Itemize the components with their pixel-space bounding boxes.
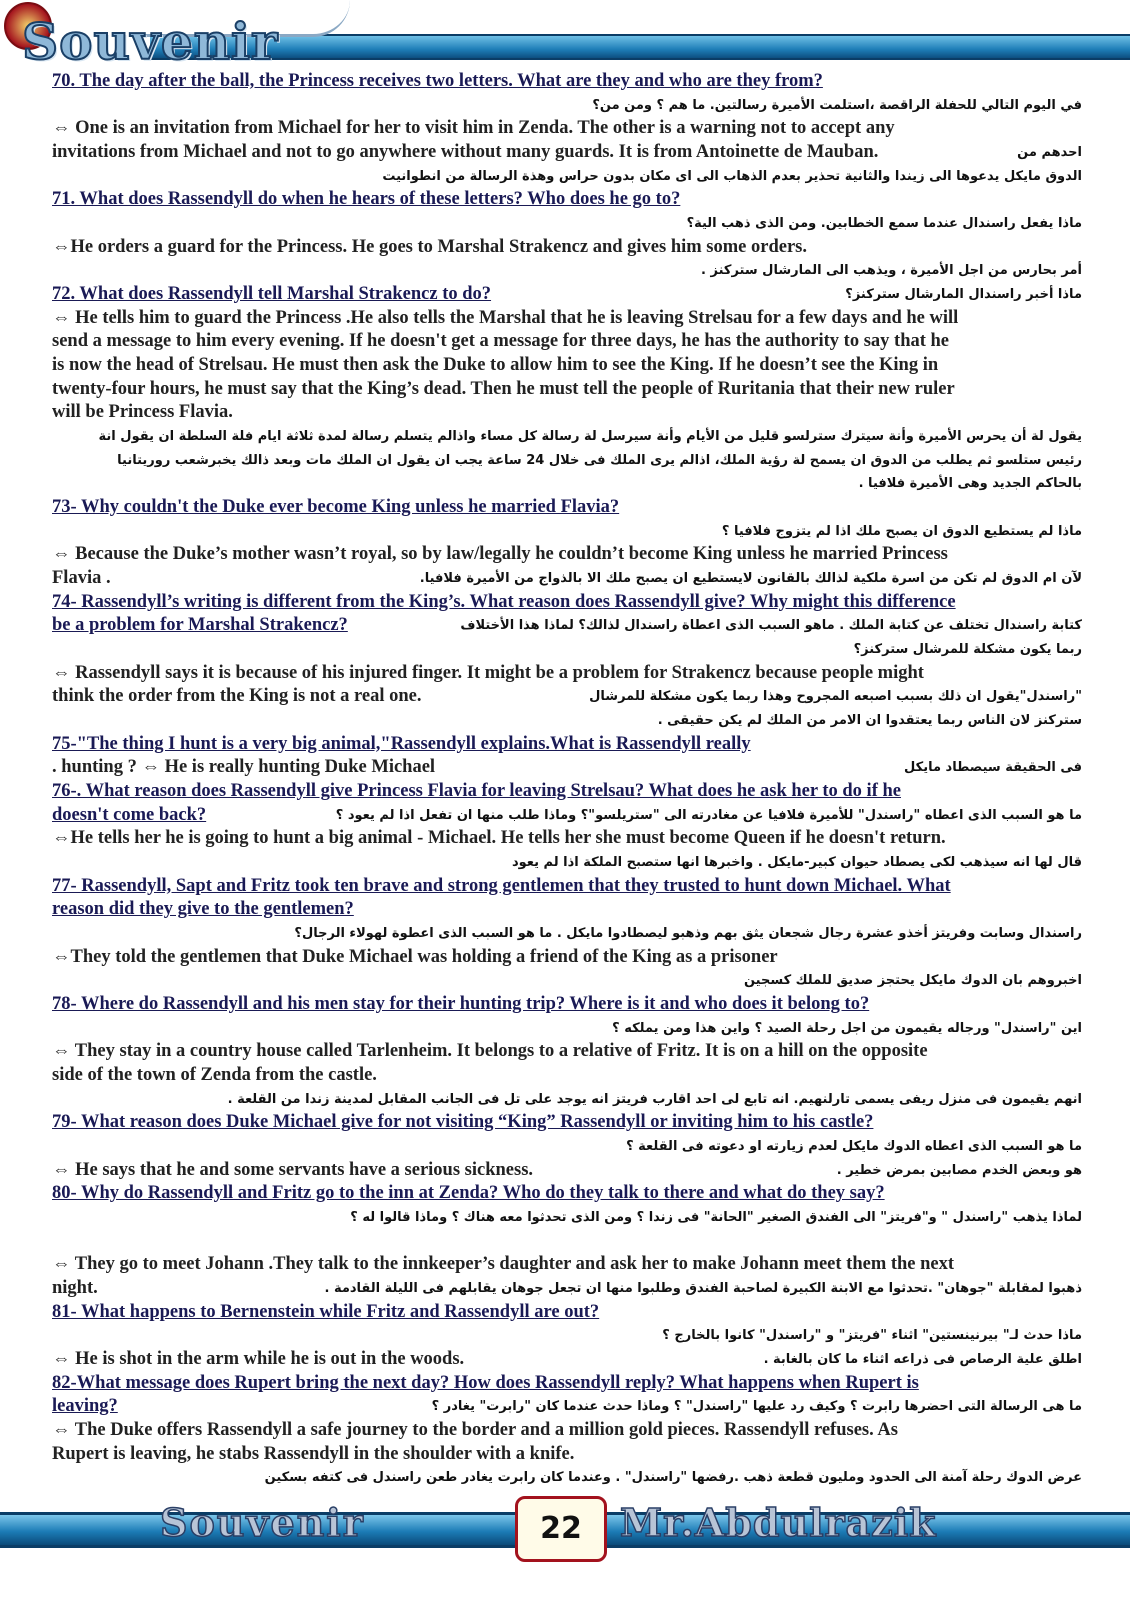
arabic-translation-line: اين "راسندل" ورجاله يقيمون من اجل رحلة الصيد ؟ واين هذا ومن يملكه ؟ bbox=[612, 1020, 1082, 1036]
arabic-inline-translation: ماذا أخبر راسندال المارشال ستركنز؟ bbox=[845, 287, 1082, 302]
question-text: be a problem for Marshal Strakencz? bbox=[52, 615, 348, 636]
answer-line bbox=[52, 685, 1082, 709]
answer-text: ⇔ Because the Duke’s mother wasn’t royal, so by law/legally he couldn’t become King unless he married Princess bbox=[52, 544, 948, 565]
question-line bbox=[52, 993, 1082, 1017]
arabic-inline-translation: كتابة راسندال تختلف عن كتابة الملك . ماهو السبب الذى اعطاة راسندال لذالك؟ لماذا هذا الأختلاف bbox=[460, 618, 1082, 634]
arabic-translation-line: ماذا يفعل راسندال عندما سمع الخطابين. ومن الذى ذهب الية؟ bbox=[686, 216, 1082, 231]
answer-text: ⇔ He says that he and some servants have a serious sickness. bbox=[52, 1159, 534, 1180]
arabic-translation-line: عرض الدوك رحلة آمنة الى الحدود ومليون قطعة ذهب .رفضها "راسندل" . وعندما كان رابرت يغادر طعن راسندل فى كتفه بسكين bbox=[264, 1470, 1082, 1486]
arabic-translation-line: لماذا يذهب "راسندل " و"فريتز" الى الفندق الصغير "الحانة" فى زندا ؟ ومن الذى تحدثوا معه هناك ؟ وماذا قالوا له ؟ bbox=[350, 1210, 1082, 1225]
answer-text: twenty-four hours, he must say that the King’s dead. Then he must tell the people of Ruritania that their new ruler bbox=[52, 378, 955, 399]
answer-text: ⇔ They stay in a country house called Tarlenheim. It belongs to a relative of Fritz. It is on a hill on the opposite bbox=[52, 1041, 928, 1062]
answer-text: ⇔He tells her he is going to hunt a big animal - Michael. He tells her she must become Queen if he doesn't return. bbox=[52, 828, 946, 849]
answer-text: Flavia . bbox=[52, 568, 111, 588]
question-text: 78- Where do Rassendyll and his men stay for their hunting trip? Where is it and who does it belong to? bbox=[52, 994, 870, 1014]
footer-logo: Souvenir bbox=[160, 1500, 365, 1545]
answer-line bbox=[52, 141, 1082, 165]
arabic-translation-line: يقول لة أن يحرس الأميرة وأنة سيترك سترلسو قليل من الأيام وأنة سيرسل لة رسالة كل مساء واذالم يتسلم رسالة لمدة ثلاثة ايام فلة السلطة ان يقول انة bbox=[98, 429, 1082, 444]
question-line bbox=[52, 614, 1082, 638]
answer-line bbox=[52, 354, 1082, 378]
question-line bbox=[52, 1301, 1082, 1325]
answer-line bbox=[52, 378, 1082, 402]
question-line bbox=[52, 188, 1082, 212]
question-line bbox=[52, 591, 1082, 615]
footer-author: Mr.Abdulrazik bbox=[620, 1500, 937, 1545]
question-line bbox=[52, 1182, 1082, 1206]
answer-line bbox=[52, 330, 1082, 354]
answer-text: ⇔They told the gentlemen that Duke Michael was holding a friend of the King as a prisoner bbox=[52, 946, 778, 967]
arabic-inline-translation: اطلق علية الرصاص فى ذراعه اثناء ما كان بالغابة . bbox=[763, 1352, 1082, 1367]
question-text: reason did they give to the gentlemen? bbox=[52, 899, 354, 920]
answer-line bbox=[52, 1443, 1082, 1467]
answer-text: ⇔ One is an invitation from Michael for her to visit him in Zenda. The other is a warning not to accept any bbox=[52, 118, 895, 139]
arabic-translation-line: بالحاكم الجديد وهى الأميرة فلافيا . bbox=[858, 476, 1082, 492]
answer-text: night. bbox=[52, 1278, 98, 1298]
answer-line bbox=[52, 117, 1082, 141]
question-text: 79- What reason does Duke Michael give for not visiting “King” Rassendyll or inviting him to his castle? bbox=[52, 1112, 874, 1133]
header-band bbox=[150, 34, 1130, 60]
answer-text: ⇔ Rassendyll says it is because of his injured finger. It might be a problem for Strakencz because people might bbox=[52, 662, 924, 683]
arabic-translation-line: قال لها انه سيذهب لكى يصطاد حيوان كبير-مايكل . واخبرها انها ستصبح الملكة اذا لم يعود bbox=[511, 855, 1082, 870]
question-text: 71. What does Rassendyll do when he hears of these letters? Who does he go to? bbox=[52, 189, 681, 210]
arabic-translation-line: ماذا لم يستطيع الدوق ان يصبح ملك اذا لم يتزوج فلافيا ؟ bbox=[721, 523, 1082, 539]
page-number: 22 bbox=[515, 1496, 607, 1562]
question-text: 77- Rassendyll, Sapt and Fritz took ten brave and strong gentlemen that they trusted to hunt down Michael. What bbox=[52, 875, 951, 896]
answer-text: ⇔He orders a guard for the Princess. He goes to Marshal Strakencz and gives him some orders. bbox=[52, 236, 807, 257]
answer-text: will be Princess Flavia. bbox=[52, 402, 233, 423]
question-line bbox=[52, 733, 1082, 757]
question-line bbox=[52, 496, 1082, 520]
answer-text: think the order from the King is not a real one. bbox=[52, 686, 422, 707]
answer-line bbox=[52, 662, 1082, 686]
question-text: 70. The day after the ball, the Princess receives two letters. What are they and who are they from? bbox=[52, 71, 823, 91]
question-text: leaving? bbox=[52, 1396, 118, 1417]
arabic-translation-line: الدوق مايكل يدعوها الى زيندا والثانية تحذير بعدم الذهاب الى اى مكان بدون حراس وهذة الرسالة من انطوانيت bbox=[382, 168, 1082, 184]
answer-text: ⇔ He is shot in the arm while he is out in the woods. bbox=[52, 1349, 465, 1369]
arabic-translation-line: ربما يكون مشكلة للمرشال ستركنز؟ bbox=[853, 642, 1082, 657]
arabic-translation-line: انهم يقيمون فى منزل ريفى يسمى تارلنهيم. انه تابع لى احد اقارب فريتز انه يوجد على تل فى الجانب المقابل لمدينة زندا من القلعة . bbox=[227, 1091, 1082, 1107]
answer-line bbox=[52, 401, 1082, 425]
arabic-translation-line: اخبروهم بان الدوك مايكل يحتجز صديق للملك كسجين bbox=[743, 973, 1082, 989]
answer-line bbox=[52, 307, 1082, 331]
arabic-inline-translation: ما هى الرسالة التى احضرها رابرت ؟ وكيف رد عليها "راسندل" ؟ وماذا حدث عندما كان "رابرت" يغادر ؟ bbox=[431, 1399, 1082, 1415]
arabic-inline-translation: احدهم من bbox=[1017, 145, 1082, 160]
arabic-translation-line: ماذا حدث لـ" بيرنينستين" اثناء "فريتز" و "راسندل" كانوا بالخارج ؟ bbox=[662, 1328, 1082, 1344]
question-text: 80- Why do Rassendyll and Fritz go to the inn at Zenda? Who do they talk to there and what do they say? bbox=[52, 1183, 885, 1204]
arabic-inline-translation: "راسندل"يقول ان ذلك بسبب اصبعه المجروح وهذا ربما يكون مشكلة للمرشال bbox=[589, 689, 1082, 705]
question-text: 76-. What reason does Rassendyll give Princess Flavia for leaving Strelsau? What does he ask her to do if he bbox=[52, 781, 901, 801]
arabic-translation-line: أمر بحارس من اجل الأميرة ، ويذهب الى المارشال ستركنز . bbox=[701, 263, 1082, 279]
question-text: 74- Rassendyll’s writing is different from the King’s. What reason does Rassendyll give? Why might this difference bbox=[52, 591, 956, 612]
arabic-translation-line: راسندال وسابت وفريتز أخذو عشرة رجال شجعان يثق بهم وذهبو ليصطادوا مايكل . ما هو السبب الذى اعطوة لهولاء الرجال؟ bbox=[294, 926, 1082, 941]
answer-line bbox=[52, 756, 1082, 780]
answer-line bbox=[52, 543, 1082, 567]
question-text: doesn't come back? bbox=[52, 804, 207, 825]
question-line bbox=[52, 1395, 1082, 1419]
arabic-translation-line: في اليوم التالي للحفلة الراقصة ،استلمت الأميرة رسالتين. ما هم ؟ ومن من؟ bbox=[592, 97, 1082, 113]
question-text: 73- Why couldn't the Duke ever become King unless he married Flavia? bbox=[52, 497, 620, 517]
answer-line bbox=[52, 946, 1082, 970]
arabic-inline-translation: ما هو السبب الذى اعطاه "راسندل" للأميرة فلافيا عن مغادرته الى "ستريلسو"؟ وماذا طلب منها ان تفعل اذا لم يعود ؟ bbox=[335, 807, 1082, 823]
answer-line bbox=[52, 567, 1082, 591]
arabic-translation-line: ستركنز لان الناس ربما يعتقدوا ان الامر من الملك لم يكن حقيقى . bbox=[657, 713, 1082, 728]
answer-text: side of the town of Zenda from the castle. bbox=[52, 1065, 377, 1085]
arabic-translation-line: رئيس ستلسو ثم يطلب من الدوق ان يسمح لة رؤية الملك، اذالم يرى الملك فى خلال 24 ساعة يجب ان يقول ان الملك مات وبعد ذالك يخبرشعب روريتانيا bbox=[117, 452, 1082, 468]
answer-text: ⇔ They go to meet Johann .They talk to the innkeeper’s daughter and ask her to make Johann meet them the next bbox=[52, 1254, 955, 1275]
blank-line bbox=[52, 1230, 1082, 1254]
answer-line bbox=[52, 236, 1082, 260]
arabic-inline-translation: فى الحقيقة سيصطاد مايكل bbox=[904, 760, 1082, 776]
answer-text: ⇔ He tells him to guard the Princess .He also tells the Marshal that he is leaving Strelsau for a few days and he will bbox=[52, 307, 959, 328]
header-logo: Souvenir bbox=[22, 12, 279, 71]
answer-line bbox=[52, 1277, 1082, 1301]
answer-line bbox=[52, 1064, 1082, 1088]
question-text: 72. What does Rassendyll tell Marshal Strakencz to do? bbox=[52, 284, 492, 304]
question-text: 81- What happens to Bernenstein while Fritz and Rassendyll are out? bbox=[52, 1301, 600, 1322]
question-line bbox=[52, 780, 1082, 804]
question-line bbox=[52, 283, 1082, 307]
page-footer bbox=[0, 1494, 1130, 1600]
arabic-inline-translation: لآن ام الدوق لم تكن من اسرة ملكية لذالك بالقانون لايستطيع ان يصبح ملك الا بالذواج من الأميرة فلافيا. bbox=[419, 571, 1082, 586]
answer-text: invitations from Michael and not to go anywhere without many guards. It is from Antoinette de Mauban. bbox=[52, 142, 879, 162]
answer-line bbox=[52, 1253, 1082, 1277]
question-line bbox=[52, 1372, 1082, 1396]
question-line bbox=[52, 70, 1082, 94]
question-line bbox=[52, 898, 1082, 922]
question-line bbox=[52, 804, 1082, 828]
question-line bbox=[52, 1111, 1082, 1135]
answer-line bbox=[52, 1159, 1082, 1183]
arabic-inline-translation: ذهبوا لمقابلة "جوهان" .تحدثوا مع الابنة الكبيرة لصاحبة الفندق وطلبوا منها ان تجعل جوهان يقابلهم فى الليلة القادمة . bbox=[324, 1281, 1082, 1296]
answer-line bbox=[52, 827, 1082, 851]
answer-line bbox=[52, 1419, 1082, 1443]
answer-text: . hunting ? ⇔ He is really hunting Duke Michael bbox=[52, 757, 436, 778]
page-header bbox=[0, 0, 1130, 70]
question-text: 75-"The thing I hunt is a very big animal,"Rassendyll explains.What is Rassendyll really bbox=[52, 733, 751, 754]
answer-text: send a message to him every evening. If he doesn't get a message for three days, he has the authority to say that he bbox=[52, 331, 950, 352]
answer-text: is now the head of Strelsau. He must then ask the Duke to allow him to see the King. If he doesn’t see the King in bbox=[52, 355, 939, 375]
question-line bbox=[52, 875, 1082, 899]
arabic-inline-translation: هو وبعض الخدم مصابين بمرض خطير . bbox=[836, 1162, 1082, 1178]
question-text: 82-What message does Rupert bring the next day? How does Rassendyll reply? What happens when Rupert is bbox=[52, 1372, 919, 1393]
answer-text: ⇔ The Duke offers Rassendyll a safe journey to the border and a million gold pieces. Rassendyll refuses. As bbox=[52, 1420, 898, 1440]
answer-line bbox=[52, 1348, 1082, 1372]
answer-line bbox=[52, 1040, 1082, 1064]
answer-text: Rupert is leaving, he stabs Rassendyll in the shoulder with a knife. bbox=[52, 1443, 575, 1464]
arabic-translation-line: ما هو السبب الذى اعطاه الدوك مايكل لعدم زيارته او دعوته فى القلعة ؟ bbox=[626, 1139, 1082, 1154]
